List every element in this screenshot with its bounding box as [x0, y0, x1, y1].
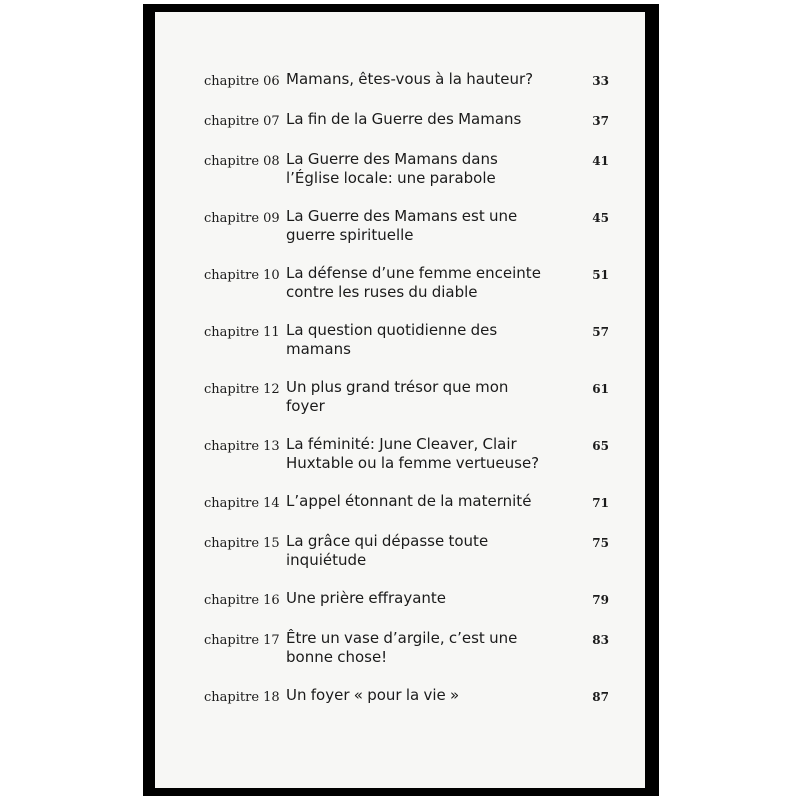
chapter-label: chapitre 07 — [204, 114, 280, 129]
toc-entry — [204, 435, 609, 473]
toc-entry — [204, 207, 609, 245]
chapter-title — [286, 589, 576, 608]
page-number: 33 — [592, 74, 609, 88]
book-page — [155, 12, 645, 788]
page-number: 45 — [592, 211, 609, 225]
toc-entry — [204, 264, 609, 302]
toc-entry — [204, 378, 609, 416]
page-number: 51 — [592, 268, 609, 282]
page-number: 41 — [592, 154, 609, 168]
chapter-title — [286, 435, 576, 473]
chapter-title-line: La défense d’une femme enceinte — [286, 264, 541, 282]
chapter-label: chapitre 16 — [204, 593, 280, 608]
chapter-title — [286, 110, 576, 129]
toc-entry — [204, 150, 609, 188]
page-number: 87 — [592, 690, 609, 704]
chapter-title-line: foyer — [286, 397, 325, 415]
chapter-title-line: La grâce qui dépasse toute — [286, 532, 489, 550]
chapter-title-line: La Guerre des Mamans dans — [286, 150, 498, 168]
chapter-title-line: Un foyer « pour la vie » — [286, 686, 460, 704]
chapter-label: chapitre 06 — [204, 74, 280, 89]
page-number: 71 — [592, 496, 609, 510]
chapter-title-line: Mamans, êtes-vous à la hauteur? — [286, 70, 534, 88]
chapter-label: chapitre 10 — [204, 268, 280, 283]
chapter-label: chapitre 11 — [204, 325, 280, 340]
chapter-title-line: guerre spirituelle — [286, 226, 414, 244]
chapter-title — [286, 207, 576, 245]
toc-entry — [204, 110, 609, 131]
chapter-title-line: Une prière effrayante — [286, 589, 447, 607]
chapter-title — [286, 629, 576, 667]
chapter-title — [286, 532, 576, 570]
toc-entry — [204, 321, 609, 359]
toc-entry — [204, 532, 609, 570]
chapter-label: chapitre 08 — [204, 154, 280, 169]
chapter-title-line: mamans — [286, 340, 351, 358]
chapter-label: chapitre 18 — [204, 690, 280, 705]
chapter-title-line: Être un vase d’argile, c’est une — [286, 629, 518, 647]
chapter-title — [286, 264, 576, 302]
page-number: 57 — [592, 325, 609, 339]
page-number: 75 — [592, 536, 609, 550]
chapter-title-line: Un plus grand trésor que mon — [286, 378, 509, 396]
chapter-label: chapitre 14 — [204, 496, 280, 511]
page-number: 83 — [592, 633, 609, 647]
page-number: 65 — [592, 439, 609, 453]
chapter-title-line: La féminité: June Cleaver, Clair — [286, 435, 517, 453]
chapter-label: chapitre 17 — [204, 633, 280, 648]
page-number: 79 — [592, 593, 609, 607]
chapter-label: chapitre 12 — [204, 382, 280, 397]
toc-entry — [204, 589, 609, 610]
chapter-title-line: l’Église locale: une parabole — [286, 169, 496, 187]
chapter-title — [286, 321, 576, 359]
table-of-contents — [204, 70, 609, 726]
chapter-title — [286, 686, 576, 705]
toc-entry — [204, 492, 609, 513]
toc-entry — [204, 629, 609, 667]
chapter-title — [286, 70, 576, 89]
chapter-label: chapitre 15 — [204, 536, 280, 551]
chapter-title — [286, 378, 576, 416]
chapter-title-line: bonne chose! — [286, 648, 388, 666]
chapter-title — [286, 150, 576, 188]
chapter-title-line: inquiétude — [286, 551, 367, 569]
toc-entry — [204, 70, 609, 91]
chapter-title-line: La question quotidienne des — [286, 321, 498, 339]
chapter-title-line: L’appel étonnant de la maternité — [286, 492, 532, 510]
chapter-label: chapitre 09 — [204, 211, 280, 226]
chapter-label: chapitre 13 — [204, 439, 280, 454]
chapter-title-line: La Guerre des Mamans est une — [286, 207, 518, 225]
chapter-title-line: contre les ruses du diable — [286, 283, 478, 301]
toc-entry — [204, 686, 609, 707]
chapter-title-line: La fin de la Guerre des Mamans — [286, 110, 522, 128]
chapter-title-line: Huxtable ou la femme vertueuse? — [286, 454, 540, 472]
page-number: 37 — [592, 114, 609, 128]
page-number: 61 — [592, 382, 609, 396]
chapter-title — [286, 492, 576, 511]
